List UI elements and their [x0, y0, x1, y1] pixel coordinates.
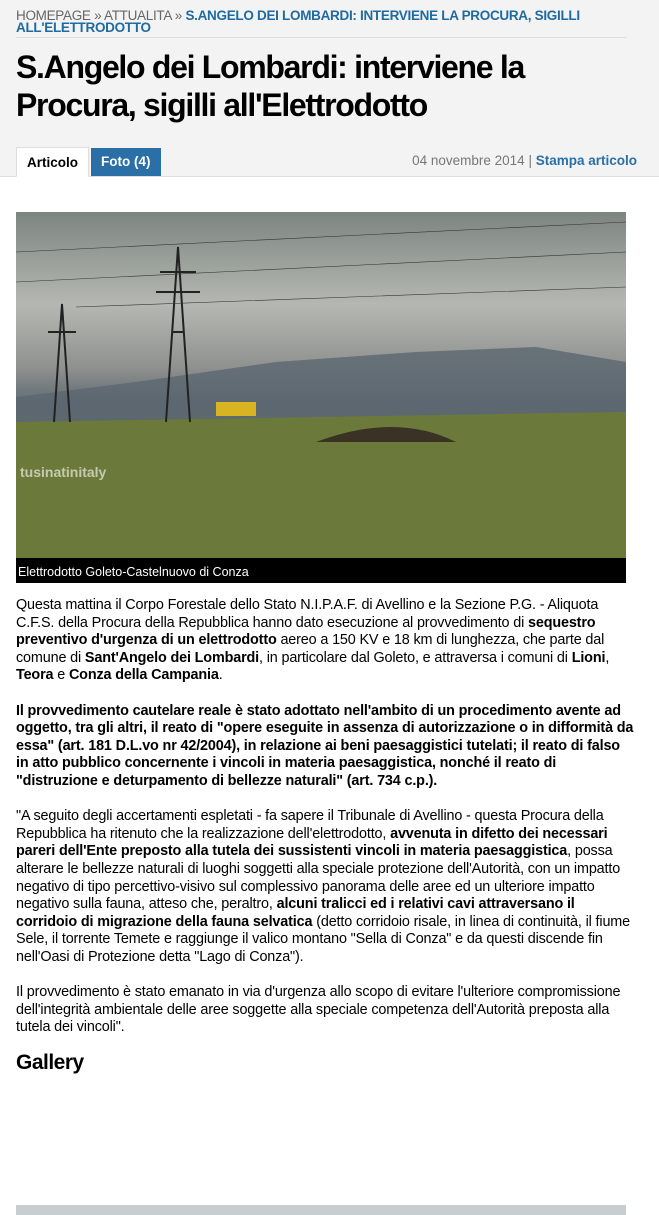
- article-header: [0, 0, 659, 177]
- text: .: [218, 667, 223, 684]
- article-body: [16, 597, 636, 1075]
- pylon-landscape-illustration: [16, 212, 626, 583]
- breadcrumb-home[interactable]: HOMEPAGE: [16, 8, 91, 23]
- breadcrumb-current[interactable]: S.ANGELO DEI LOMBARDI: INTERVIENE LA PROCURA, SIGILLI ALL'ELETTRODOTTO: [16, 8, 580, 35]
- article-paragraph: [16, 597, 636, 685]
- breadcrumb-section[interactable]: ATTUALITA: [104, 8, 172, 23]
- text: ,: [605, 649, 610, 666]
- gallery-heading: Gallery: [16, 1051, 84, 1075]
- article-photo[interactable]: [16, 212, 626, 583]
- text: Il provvedimento è stato emanato in via d'urgenza allo scopo di evitare l'ulteriore compromissione dell'integrità ambientale delle aree soggette alla speciale competenza dell'Autorità preposta alla tutela dei vincoli".: [16, 984, 621, 1036]
- text: , possa alterare le bellezze naturali di luoghi soggetti alla speciale protezione dell'Autorità, con un impatto negativo di tipo percettivo-visivo sul complessivo panorama delle aree ed un ulteriore impatto negativo sulla fauna, atteso che, peraltro,: [16, 843, 621, 913]
- bold-text: Teora: [16, 667, 54, 684]
- meta-separator: |: [524, 153, 536, 168]
- tab-articolo[interactable]: Articolo: [16, 147, 89, 177]
- text: e: [53, 667, 69, 684]
- text: , in particolare dal Goleto, e attraversa i comuni di: [259, 649, 572, 666]
- breadcrumb-separator: »: [171, 8, 186, 23]
- bold-text: Il provvedimento cautelare reale è stato adottato nell'ambito di un procedimento avente ad oggetto, tra gli altri, il reato di "opere eseguite in assenza di autorizzazione o in difformità da essa" (art. 181 D.L.vo nr 42/2004), in relazione ai beni paesaggistici tutelati; il reato di falso in atto pubblico concernente i vincoli in materia paesaggistica, nonché il reato di "distruzione e deturpamento di bellezze naturali" (art. 734 c.p.).: [16, 702, 634, 789]
- breadcrumb: [16, 10, 626, 38]
- gallery-thumbnail[interactable]: [16, 1205, 626, 1215]
- bold-text: sequestro preventivo d'urgenza di un elettrodotto: [16, 614, 596, 649]
- bold-text: Conza della Campania: [68, 667, 219, 684]
- text: "A seguito degli accertamenti espletati - fa sapere il Tribunale di Avellino - questa Procura della Repubblica ha ritenuto che la realizzazione dell'elettrodotto,: [16, 808, 604, 842]
- tab-foto[interactable]: Foto (4): [91, 148, 161, 176]
- bold-text: Sant'Angelo dei Lombardi: [84, 649, 260, 666]
- bold-text: alcuni tralicci ed i relativi cavi attraversano il corridoio di migrazione della fauna selvatica: [16, 896, 575, 930]
- bold-text: avvenuta in difetto dei necessari pareri dell'Ente preposto alla tutela dei sussistenti vincoli in materia paesaggistica: [16, 825, 608, 860]
- article-paragraph: [16, 808, 636, 966]
- tabs: [16, 147, 161, 177]
- breadcrumb-separator: »: [90, 8, 104, 23]
- photo-caption: Elettrodotto Goleto-Castelnuovo di Conza: [16, 558, 626, 583]
- article-meta: [412, 153, 637, 168]
- text: Questa mattina il Corpo Forestale dello Stato N.I.P.A.F. di Avellino e la Sezione P.G. - Aliquota C.F.S. della Procura della Repubblica hanno dato esecuzione al provvedimento di: [16, 597, 599, 631]
- bold-text: Lioni: [571, 649, 606, 666]
- photo-watermark: tusinatinitaly: [20, 464, 107, 480]
- publish-date: 04 novembre 2014: [412, 153, 525, 168]
- article-paragraph: [16, 984, 636, 1037]
- text: (detto corridoio risale, in linea di continuità, il fiume Sele, il torrente Temete e raggiunge il valico montano "Sella di Conza" e da questi discende fin nell'Oasi di Protezione detta "Lago di Conza").: [16, 913, 630, 965]
- page-title: S.Angelo dei Lombardi: interviene la Procura, sigilli all'Elettrodotto: [16, 49, 524, 123]
- article-paragraph: [16, 703, 636, 791]
- text: aereo a 150 KV e 18 km di lunghezza, che parte dal comune di: [16, 632, 605, 666]
- print-article-link[interactable]: Stampa articolo: [535, 153, 637, 168]
